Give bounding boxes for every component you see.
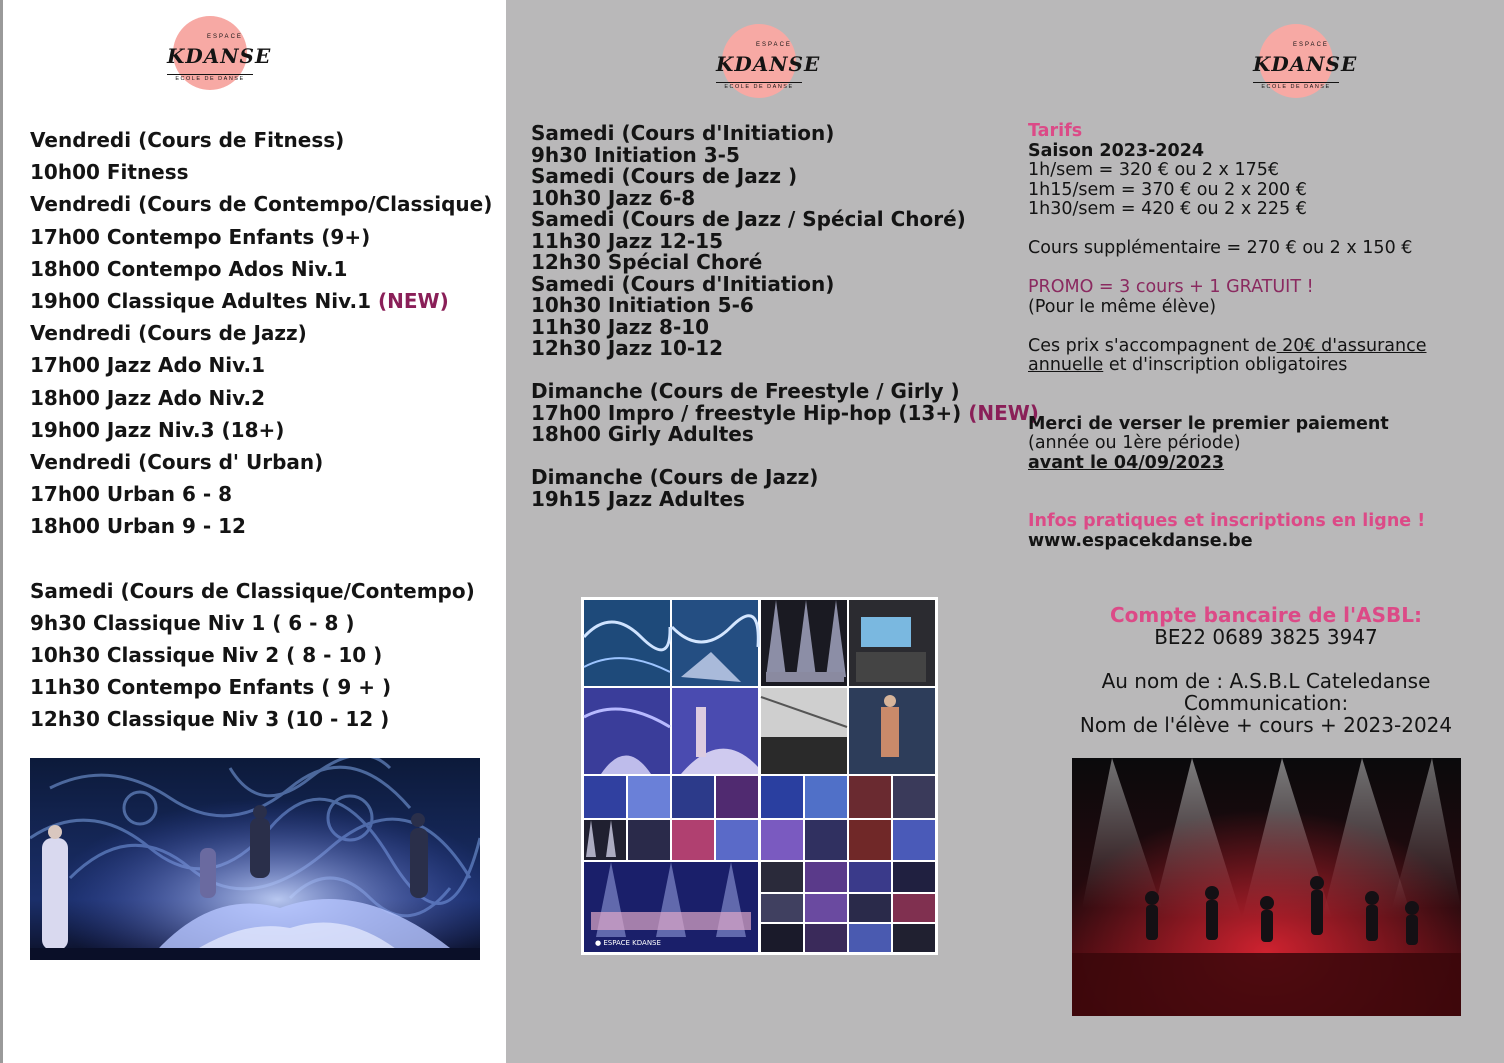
schedule-item: 10h30 Classique Niv 2 ( 8 - 10 ) [30,643,383,668]
insurance-line [1028,337,1468,357]
spacer [1028,376,1468,396]
schedule-heading: Dimanche (Cours de Jazz) [531,465,819,489]
schedule-item: 19h15 Jazz Adultes [531,486,745,511]
spacer [30,543,500,575]
logo-subtitle: ECOLE DE DANSE [716,82,802,90]
promo-line: PROMO = 3 cours + 1 GRATUIT ! [1028,277,1314,297]
payment-deadline: avant le 04/09/2023 [1028,452,1225,473]
schedule-item-text: 19h00 Classique Adultes Niv.1 [30,289,372,314]
schedule-heading: Samedi (Cours de Classique/Contempo) [30,578,475,603]
collage-caption: ● ESPACE KDANSE [595,939,661,947]
spacer [1028,220,1468,240]
tarifs-title: Tarifs [1028,121,1083,141]
price-line: 1h30/sem = 420 € ou 2 x 225 € [1028,199,1307,219]
season-label: Saison 2023-2024 [1028,140,1205,161]
spacer [1028,317,1468,337]
new-tag: (NEW) [968,400,1039,425]
schedule-item-text: 17h00 Impro / freestyle Hip-hop (13+) [531,400,962,425]
schedule-item: 10h30 Jazz 6-8 [531,185,696,210]
bank-title: Compte bancaire de l'ASBL: [1109,603,1422,627]
supplement-line: Cours supplémentaire = 270 € ou 2 x 150 € [1028,238,1413,258]
photo-collage-image [581,597,938,955]
schedule-item: 17h00 Urban 6 - 8 [30,482,233,507]
logo-top-text: ESPACE [207,34,243,40]
middle-schedule [531,121,1039,511]
logo-wordmark: KDANSE [1253,52,1358,76]
logo-wordmark: KDANSE [716,52,821,76]
promo-note: (Pour le même élève) [1028,296,1217,317]
spacer [1028,395,1468,415]
logo-wordmark: KDANSE [167,44,272,68]
schedule-item: 18h00 Contempo Ados Niv.1 [30,256,348,281]
spacer [1028,473,1468,493]
schedule-item: 11h30 Contempo Enfants ( 9 + ) [30,675,392,700]
insurance-suffix: et d'inscription obligatoires [1103,355,1348,375]
spacer [1028,259,1468,279]
payment-note: (année ou 1ère période) [1028,433,1241,453]
insurance-prefix: Ces prix s'accompagnent de [1028,335,1277,356]
spacer [531,446,1001,468]
schedule-item: 18h00 Girly Adultes [531,422,754,446]
insurance-amount: 20€ d'assurance [1276,335,1427,356]
page-edge [0,0,3,1063]
dance-photo-red [1072,758,1461,1016]
schedule-item: 12h30 Spécial Choré [531,250,763,274]
schedule-heading: Vendredi (Cours de Fitness) [30,128,345,152]
schedule-heading: Dimanche (Cours de Freestyle / Girly ) [531,379,960,403]
spacer [1066,648,1466,670]
website-link[interactable]: www.espacekdanse.be [1028,530,1253,551]
schedule-item: 17h00 Jazz Ado Niv.1 [30,353,266,378]
logo-kdanse-left [167,16,272,90]
bank-info [1066,604,1466,736]
schedule-heading: Vendredi (Cours de Contempo/Classique) [30,192,493,217]
infos-title: Infos pratiques et inscriptions en ligne ! [1028,511,1426,531]
schedule-heading: Vendredi (Cours d' Urban) [30,450,324,475]
logo-top-text: ESPACE [1293,42,1329,48]
bank-comm-label: Communication: [1183,691,1349,715]
left-schedule [30,124,500,736]
schedule-item: 11h30 Jazz 12-15 [531,228,724,253]
logo-kdanse-right [1253,24,1358,98]
price-line: 1h/sem = 320 € ou 2 x 175€ [1028,160,1280,180]
bank-comm-value: Nom de l'élève + cours + 2023-2024 [1079,713,1453,737]
schedule-item: 18h00 Urban 9 - 12 [30,514,246,539]
insurance-annual: annuelle [1028,355,1104,375]
schedule-item: 10h00 Fitness [30,160,189,185]
price-line: 1h15/sem = 370 € ou 2 x 200 € [1028,179,1307,200]
schedule-item [531,400,1039,425]
dance-photo-red-image [1072,758,1461,1016]
tarifs-info [1028,122,1468,551]
schedule-item: 12h30 Classique Niv 3 (10 - 12 ) [30,707,390,732]
schedule-item: 18h00 Jazz Ado Niv.2 [30,385,266,410]
bank-iban: BE22 0689 3825 3947 [1154,625,1378,649]
schedule-item [30,285,500,317]
new-tag: (NEW) [378,289,449,314]
schedule-item: 19h00 Jazz Niv.3 (18+) [30,417,285,442]
dance-photo-blue [30,758,480,960]
logo-kdanse-middle [716,24,821,98]
schedule-item: 9h30 Classique Niv 1 ( 6 - 8 ) [30,610,355,635]
schedule-heading: Samedi (Cours d'Initiation) [531,121,835,145]
schedule-item: 17h00 Contempo Enfants (9+) [30,224,371,249]
schedule-heading: Samedi (Cours d'Initiation) [531,271,835,296]
logo-top-text: ESPACE [756,42,792,48]
schedule-heading: Samedi (Cours de Jazz / Spécial Choré) [531,207,966,231]
bank-holder: Au nom de : A.S.B.L Cateledanse [1101,669,1431,693]
schedule-heading: Vendredi (Cours de Jazz) [30,321,307,346]
logo-subtitle: ECOLE DE DANSE [1253,82,1339,90]
spacer [1028,493,1468,513]
photo-collage [581,597,938,955]
payment-title: Merci de verser le premier paiement [1028,413,1389,434]
spacer [531,360,1001,382]
schedule-item: 11h30 Jazz 8-10 [531,314,710,339]
schedule-item: 12h30 Jazz 10-12 [531,336,724,360]
logo-subtitle: ECOLE DE DANSE [167,74,253,82]
schedule-item: 10h30 Initiation 5-6 [531,293,754,317]
schedule-heading: Samedi (Cours de Jazz ) [531,164,798,188]
dance-photo-blue-image [30,758,480,960]
schedule-item: 9h30 Initiation 3-5 [531,142,740,167]
insurance-line-2 [1028,356,1468,376]
